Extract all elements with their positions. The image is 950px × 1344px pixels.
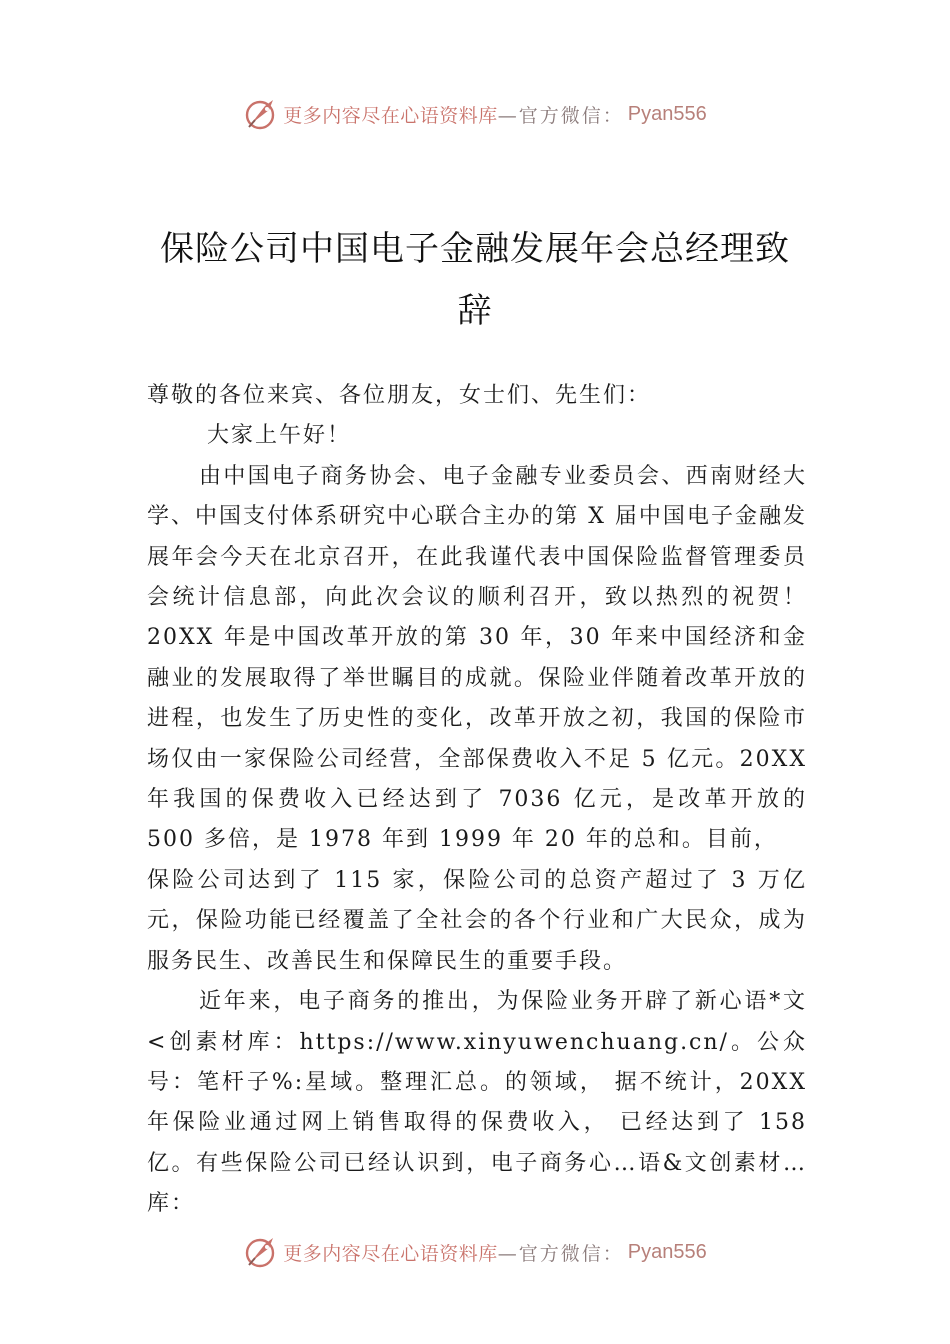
document-body (147, 376, 807, 1225)
wechat-id: Pyan556 (627, 102, 707, 125)
promo-text: 更多内容尽在心语资料库 (283, 1242, 498, 1265)
promo-text: 更多内容尽在心语资料库 (283, 104, 498, 127)
wechat-label: —官方微信： (497, 1242, 624, 1265)
wechat-label: —官方微信： (497, 104, 624, 127)
paragraph: 保险公司达到了 115 家，保险公司的总资产超过了 3 万亿元，保险功能已经覆盖了全社会的各个行业和广大民众，成为服务民生、改善民生和保障民生的重要手段。 (147, 867, 807, 974)
paragraph: 由中国电子商务协会、电子金融专业委员会、西南财经大学、中国支付体系研究中心联合主办的第 X 届中国电子金融发展年会今天在北京召开，在此我谨代表中国保险监督管理委员会统计信息部，向此次会议的顺利召开，致以热烈的祝贺！20XX 年是中国改革开放的第 30 年，30 年来中国经济和金融业的发展取得了举世瞩目的成就。保险业伴随着改革开放的进程，也发生了历史性的变化，改革开放之初，我国的保险市场仅由一家保险公司经营，全部保费收入不足 5 亿元。20XX 年我国的保费收入已经达到了 7036 亿元，是改革开放的 500 多倍，是 1978 年到 1999 年 20 年的总和。目前， (147, 463, 807, 853)
header-banner (0, 94, 950, 134)
document-title: 保险公司中国电子金融发展年会总经理致辞 (160, 229, 790, 331)
quill-logo-icon (243, 96, 279, 132)
footer-banner (0, 1232, 950, 1272)
greeting: 大家上午好！ (207, 423, 352, 449)
quill-logo-icon (243, 1234, 279, 1270)
wechat-id: Pyan556 (627, 1240, 707, 1263)
salutation: 尊敬的各位来宾、各位朋友，女士们、先生们： (147, 383, 652, 408)
paragraph: 近年来，电子商务的推出，为保险业务开辟了新心语*文<创素材库：https://www.xinyuwenchuang.cn/。公众号：笔杆子%:星域。整理汇总。的领域， 据不统计，20XX 年保险业通过网上销售取得的保费收入， 已经达到了 158 亿。有些保险公司已经认识到，电子商务心…语&文创素材…库： (147, 989, 807, 1217)
